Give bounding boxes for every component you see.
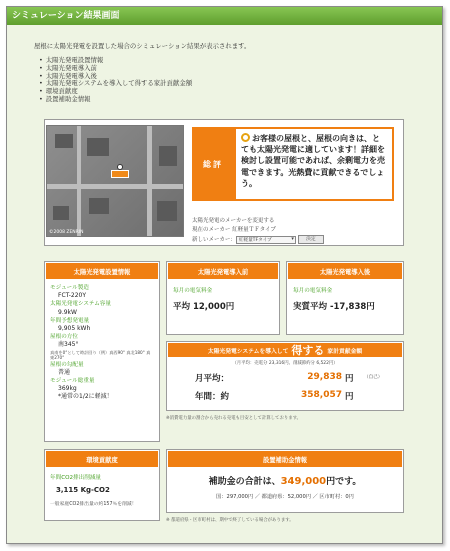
before-label: 毎月の電気料金 [173, 288, 213, 294]
verdict-box [234, 127, 394, 201]
env-note: 一般家庭CO2排出量の約157％を削減！ [50, 502, 137, 507]
verdict-label: 総評 [192, 127, 234, 201]
aerial-map[interactable] [46, 125, 184, 237]
direction-label: 屋根の方位 [50, 334, 78, 341]
direction-value: 南345° [58, 341, 79, 349]
direction-note: 真南を0°として時計回り（例）真西90° 真北180° 真東270° [50, 349, 151, 361]
monthly-label: 月平均： [195, 374, 230, 384]
page-title: シミュレーション結果画面 [7, 7, 442, 25]
maker-current: 現在のメーカー 紅軽量ＴＦタイプ [192, 227, 276, 233]
intro-text: 屋根に太陽光発電を設置した場合のシミュレーション結果が表示されます。 [34, 42, 251, 50]
weight-value: 369kg [58, 385, 77, 393]
decide-button[interactable]: 決定 [298, 235, 324, 244]
subsidy-total: 349,000 [280, 476, 327, 487]
annual-label: 年間予想発電量 [50, 317, 90, 324]
list-item: • 太陽光発電導入前 [46, 65, 192, 73]
list-item: • 太陽光発電システムを導入して得する家計貢献金額 [46, 80, 192, 88]
before-header: 太陽光発電導入前 [167, 262, 279, 280]
weight-note: *通常の1/2に軽減！ [58, 393, 113, 401]
subsidy-total-unit: 円です。 [326, 477, 362, 487]
list-item: • 設置補助金情報 [46, 96, 192, 104]
monthly-value: 29,838 [307, 372, 342, 382]
subsidy-total-label: 補助金の合計は、 [208, 477, 281, 487]
list-item: • 太陽光発電設置情報 [46, 57, 192, 65]
subsidy-header: 設置補助金情報 [167, 450, 403, 468]
capacity-value: 9.9kW [58, 308, 77, 316]
after-box [286, 261, 404, 335]
module-maker-value: FCT-220Y [58, 292, 87, 300]
subsidy-box [166, 449, 404, 513]
env-box [44, 449, 160, 521]
capacity-label: 太陽光発電システム容量 [50, 301, 111, 308]
install-header: 太陽光発電設置情報 [45, 262, 159, 280]
footnote-2: ※ 都道府県・区市町村は、期中で終了している場合があります。 [166, 518, 294, 523]
maker-change-label: 太陽光発電のメーカーを変更する [192, 218, 275, 224]
subsidy-breakdown: 国：297,000円 ／ 都道府県：52,000円 ／ 区市町村：0円 [216, 494, 354, 500]
maker-new-label: 新しいメーカー： [192, 237, 236, 243]
feature-list [46, 57, 192, 104]
contribution-header [167, 342, 403, 358]
after-value: 実質平均 -17,838円 [293, 302, 375, 312]
slope-label: 屋根の勾配量 [50, 361, 84, 368]
maker-select[interactable]: 紅軽量TFタイプ ▾ [236, 236, 296, 244]
contribution-box [166, 341, 404, 411]
after-label: 毎月の電気料金 [293, 288, 333, 294]
after-header: 太陽光発電導入後 [287, 262, 403, 280]
slope-value: 普通 [58, 368, 71, 376]
install-info-box [44, 261, 160, 442]
env-label: 年間CO2排出削減量 [50, 475, 102, 481]
before-box [166, 261, 280, 335]
map-pin-icon [117, 164, 123, 170]
contribution-header-post: 家計貢献金額 [327, 348, 363, 355]
yearly-label: 年間：約 [195, 392, 230, 402]
env-value: 3,115 Kg-CO2 [56, 486, 110, 494]
weight-label: モジュール総重量 [50, 378, 95, 385]
roof-marker [111, 170, 129, 178]
monthly-suffix: （自己） [364, 375, 383, 380]
contribution-note: （月平均：売電分 23,316円、削減節約分 6,522円） [232, 361, 338, 366]
before-value: 平均 12,000円 [173, 302, 235, 312]
module-maker-label: モジュール製造 [50, 285, 89, 291]
monthly-unit: 円 [345, 374, 354, 384]
sun-icon [241, 133, 250, 142]
footnote-1: ※消費電力量の割合から売れる売電も目安として計算しております。 [166, 416, 302, 421]
list-item: • 環境貢献度 [46, 88, 192, 96]
verdict-text: お客様の屋根と、屋根の向きは、とても太陽光発電に適しています！詳細を検討し設置可能であれば、余剰電力を売電できます。光熱費に貢献できるでしょう。 [241, 134, 385, 188]
yearly-unit: 円 [345, 392, 354, 402]
list-item: • 太陽光発電導入後 [46, 73, 192, 81]
maker-section [192, 217, 324, 245]
env-header: 環境貢献度 [45, 450, 159, 468]
contribution-header-big: 得する [291, 344, 325, 357]
annual-value: 9,905 kWh [58, 325, 91, 333]
map-copyright: ©2008 ZENRIN [49, 230, 84, 235]
yearly-value: 358,057 [301, 390, 342, 400]
contribution-header-pre: 太陽光発電システムを導入して [207, 348, 289, 355]
